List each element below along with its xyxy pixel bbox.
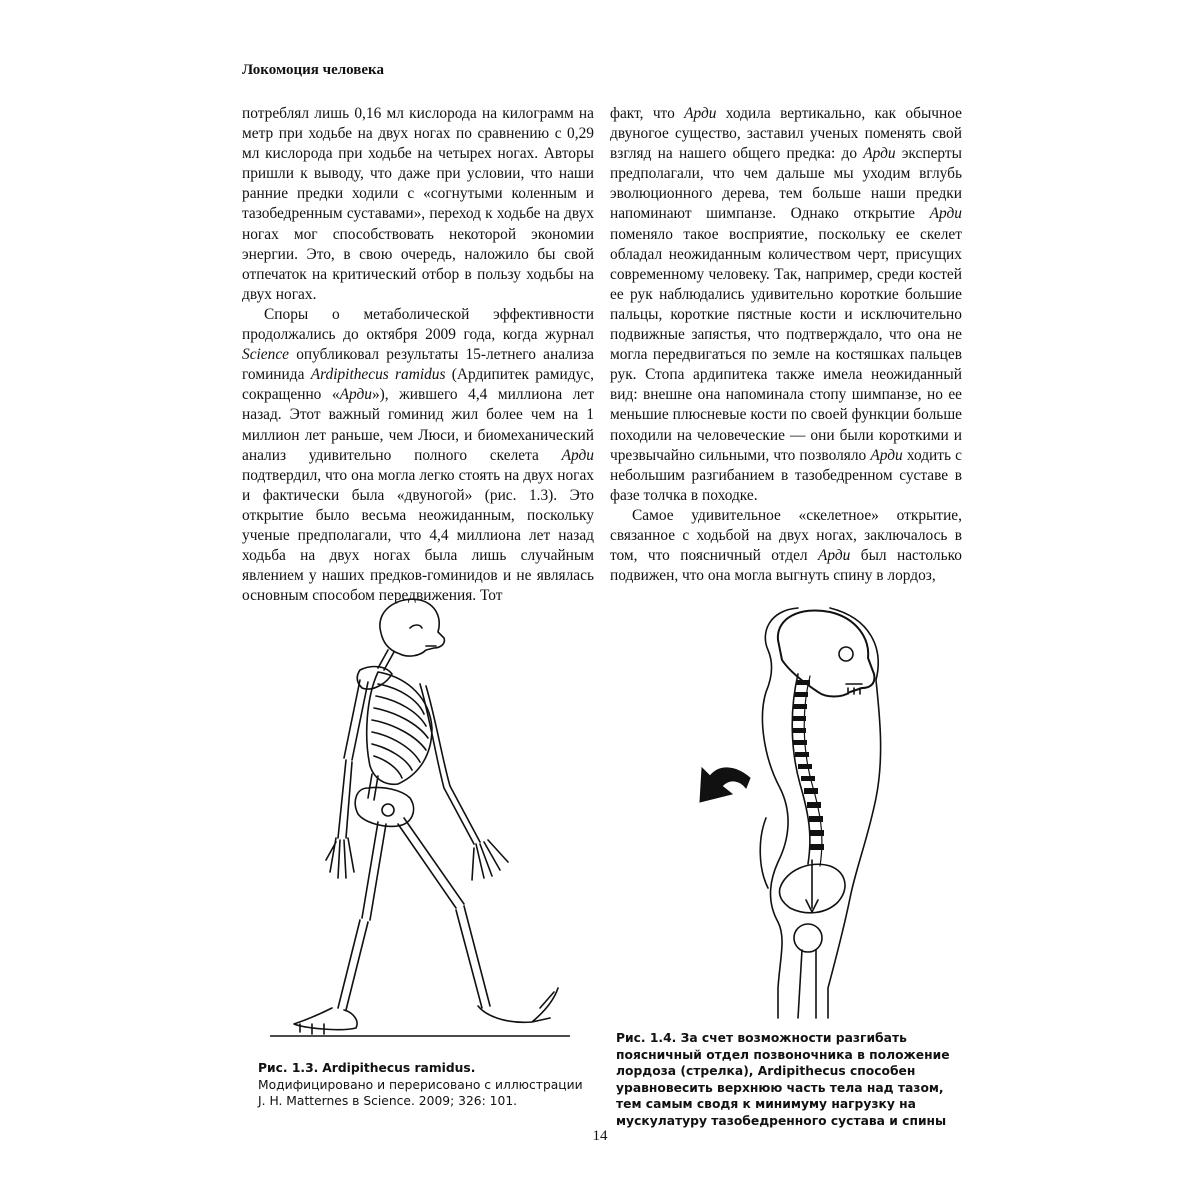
lordosis-illustration (640, 588, 960, 1028)
text-run: опубликовал результаты 15-летнего анализа гоминида (242, 346, 594, 384)
caption-label: Рис. 1.3. (258, 1061, 319, 1075)
italic-run: Арди (339, 386, 372, 404)
figure-walking-skeleton (260, 588, 580, 1048)
paragraph (242, 305, 594, 606)
text-run: »), жившего 4,4 миллиона лет назад. Этот важный гоминид жил более чем на 1 миллион лет раньше, чем Люси, и биомеханический анализ удивительно полного скелета (242, 386, 594, 464)
italic-run: Арди (870, 446, 903, 464)
italic-run: Арди (817, 547, 851, 565)
text-run: подтвердил, что она могла легко стоять на двух ногах и фактически была «двуногой» (рис. 1.3). Это открытие было весьма неожиданным, поскольку ученые предполагали, что 4,4 миллиона лет назад ходьба на двух ногах была лишь случайным явлением у наших предков-гоминидов и не являлась основным способом передвижения. Тот (242, 466, 594, 605)
italic-run: Арди (684, 105, 717, 122)
page-number: 14 (592, 1128, 608, 1144)
running-head: Локомоция человека (242, 62, 384, 78)
text-column-right (610, 104, 962, 586)
figure-1-4-caption: Рис. 1.4. За счет возможности разгибать поясничный отдел позвоночника в положение лордоза (стрелка), Ardipithecus способен уравновесить верхнюю часть тела над тазом, тем самым сводя к минимуму нагрузку на мускулатуру тазобедренного сустава и спины (616, 1031, 950, 1128)
text-run: (Ардипитек рамидус, сокращенно « (242, 366, 594, 404)
text-run: ходила вертикально, как обычное двуногое существо, заставил ученых поменять свой взгляд на нашего общего предка: до (610, 105, 962, 163)
text-run: потреблял лишь 0,16 мл кислорода на килограмм на метр при ходьбе на двух ногах по сравнению с 0,29 мл кислорода при ходьбе на четырех ногах. Авторы пришли к выводу, что даже при условии, что наши ранние предки ходили с «согнутыми коленным и тазобедренным суставами», переход к ходьбе на двух ногах мог способствовать некоторой экономии энергии. Это, в свою очередь, наложило бы свой отпечаток на критический отбор в пользу ходьбы на двух ногах. (242, 105, 594, 303)
caption-text: Модифицировано и перерисовано с иллюстрации J. H. Matternes в Science. 2009; 326: 101. (258, 1077, 583, 1108)
figure-lordosis (640, 588, 960, 1028)
italic-run: Ardipithecus ramidus (310, 366, 446, 384)
skeleton-illustration (260, 588, 580, 1048)
italic-run: Science (242, 346, 289, 364)
caption-species: Ardipithecus ramidus. (322, 1061, 476, 1075)
paragraph (610, 104, 962, 506)
paragraph (242, 104, 594, 305)
lordosis-arrow (700, 768, 750, 802)
paragraph (610, 506, 962, 586)
text-run: Самое удивительное «скелетное» открытие, связанное с ходьбой на двух ногах, заключалось в том, что поясничный отдел (610, 506, 962, 565)
text-run: был настолько подвижен, что она могла выгнуть спину в лордоз, (610, 547, 962, 585)
text-run: Споры о метаболической эффективности продолжались до октября 2009 года, когда журнал (242, 305, 594, 344)
text-run: поменяло такое восприятие, поскольку ее скелет обладал неожиданным количеством черт, присущих современному человеку. Так, например, среди костей ее рук наблюдались удивительно короткие большие пальцы, короткие пястные кости и исключительно подвижные запястья, что подтверждало, что она не могла передвигаться по земле на костяшках пальцев рук. Стопа ардипитека также имела неожиданный вид: внешне она напоминала стопу шимпанзе, но ее меньшие плюсневые кости по своей функции больше походили на человеческие — они были короткими и чрезвычайно сильными, что позволяло (610, 225, 962, 464)
italic-run: Арди (929, 205, 962, 223)
text-run: факт, что (610, 105, 685, 122)
italic-run: Арди (561, 446, 594, 464)
text-run: ходить с небольшим разгибанием в тазобедренном суставе в фазе толчка в походке. (610, 446, 963, 504)
text-column-left (242, 104, 594, 606)
figure-1-3-caption (258, 1060, 588, 1110)
italic-run: Арди (863, 145, 896, 163)
text-run: эксперты предполагали, что чем дальше мы уходим вглубь эволюционного дерева, тем больше наши предки напоминают шимпанзе. Однако открытие (610, 145, 962, 223)
